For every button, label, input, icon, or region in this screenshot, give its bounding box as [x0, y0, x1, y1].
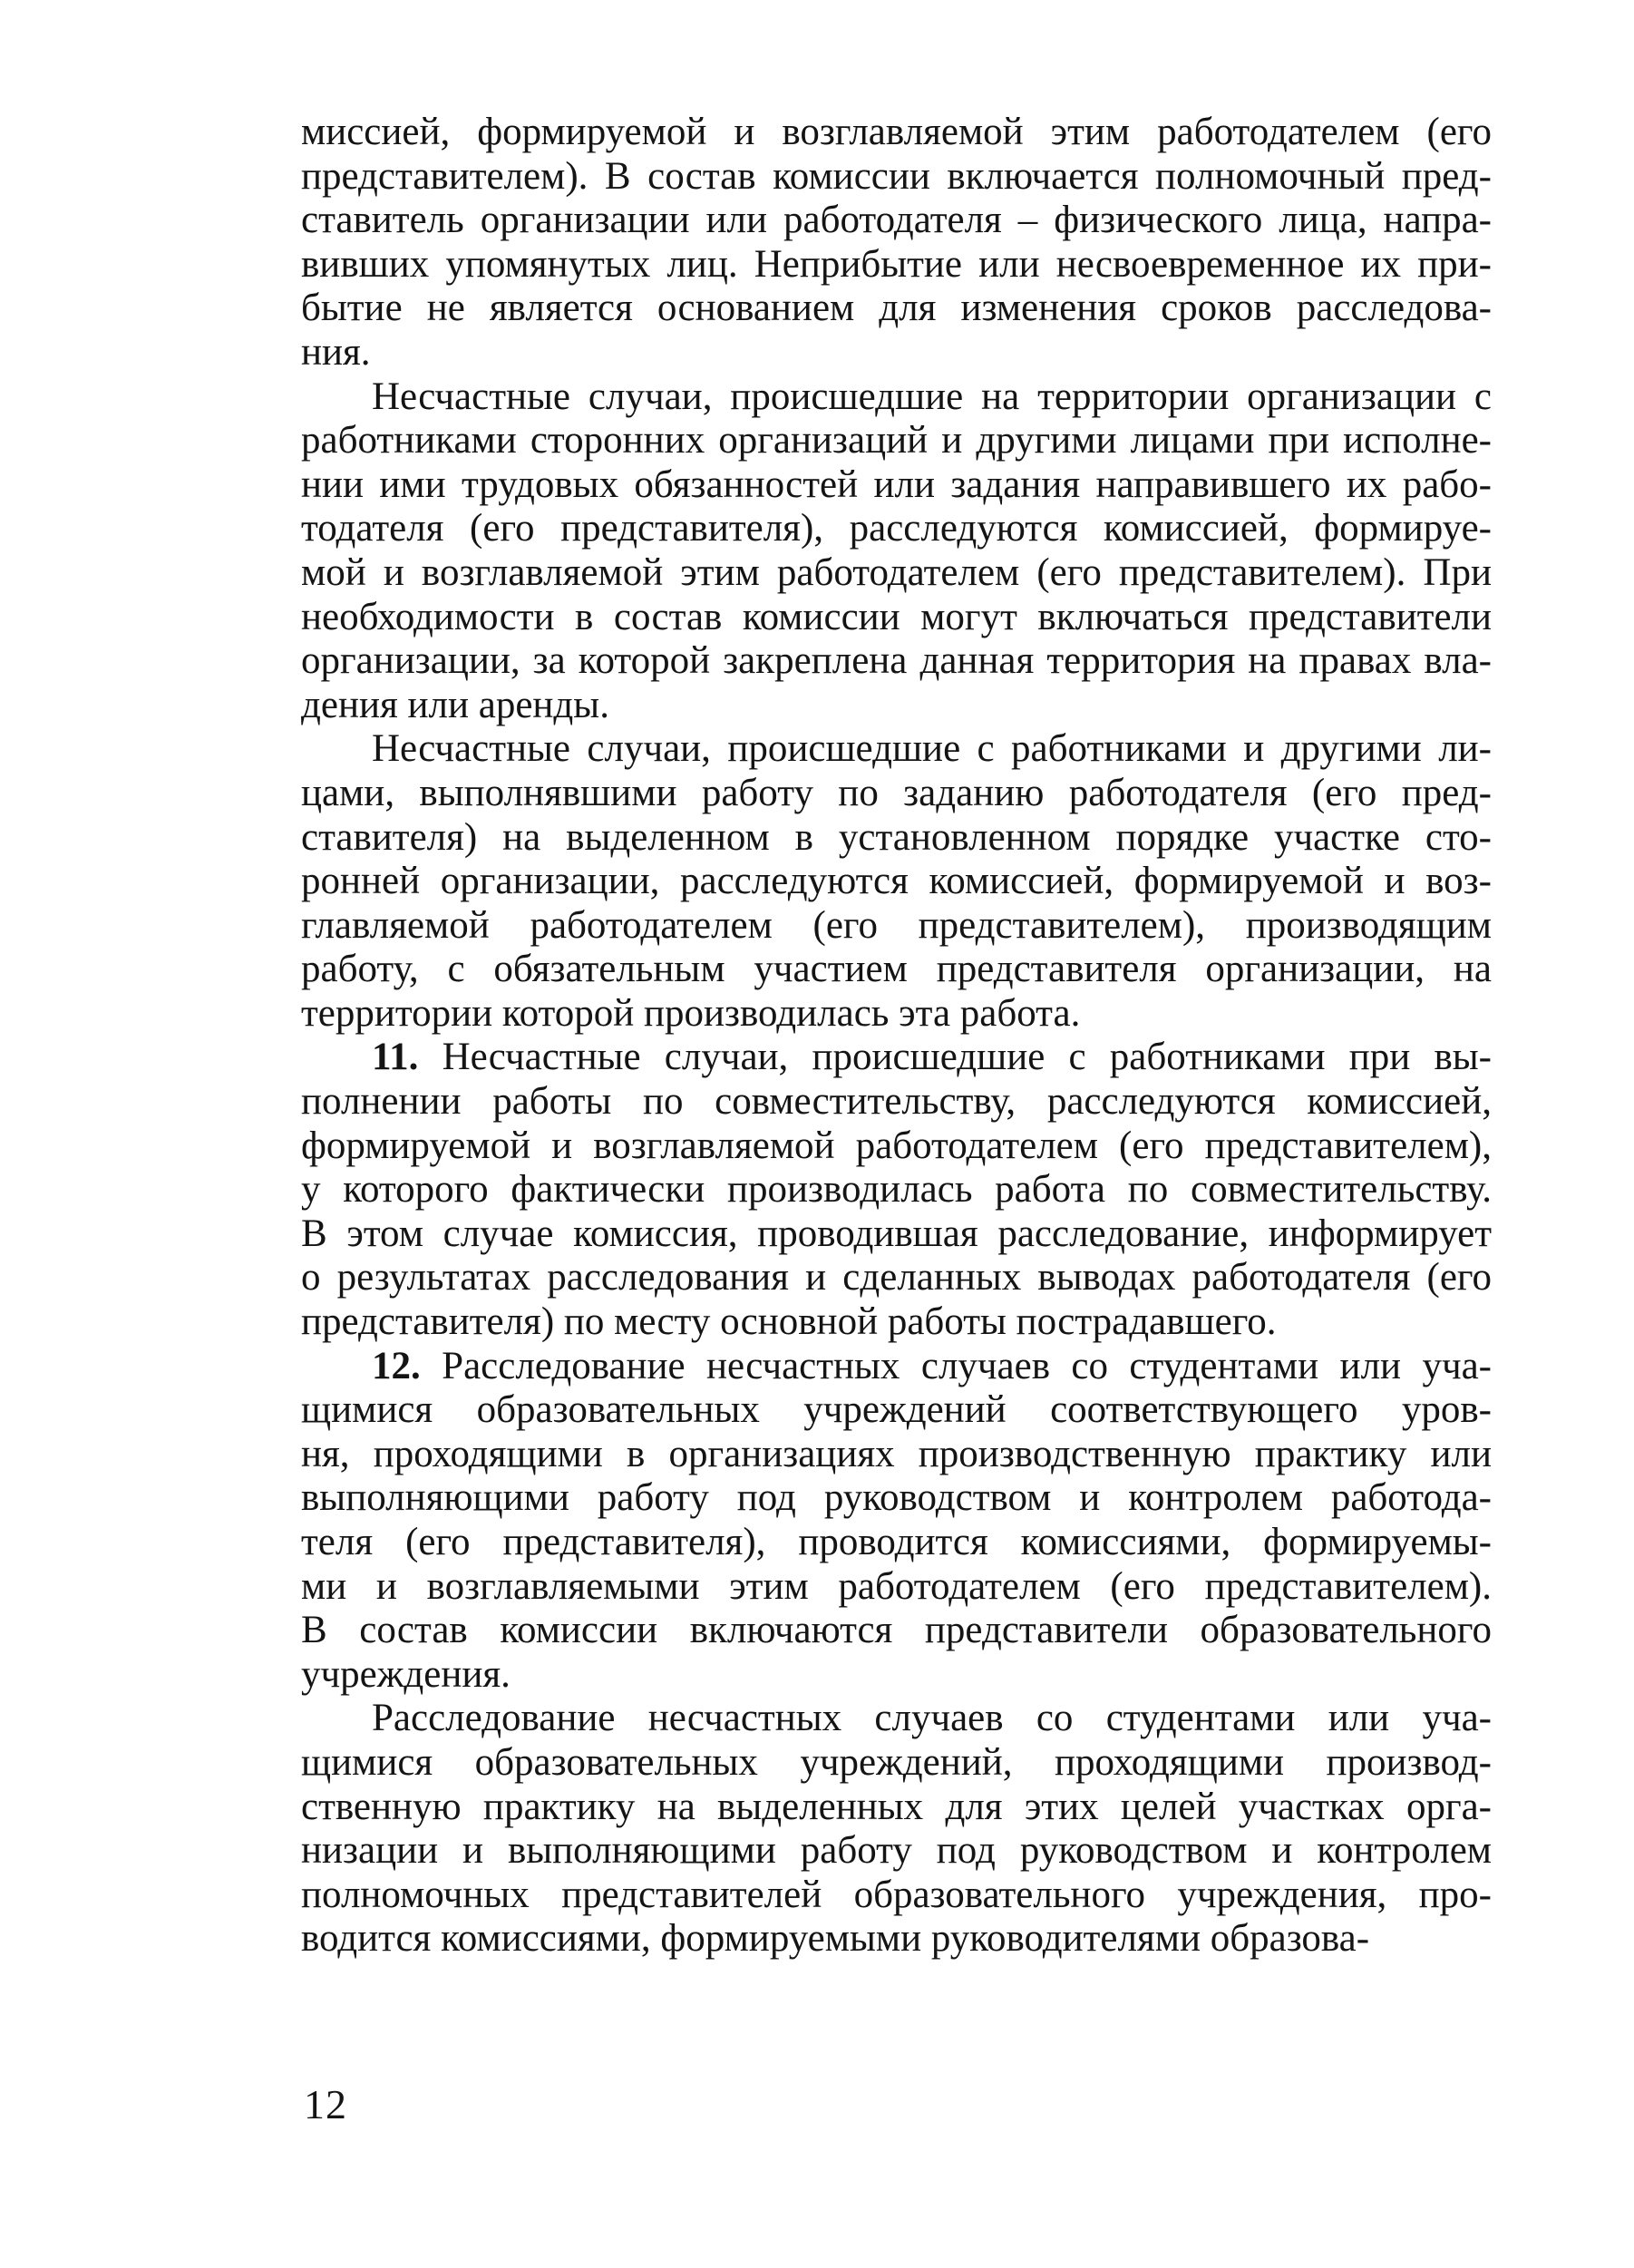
line-text: теля (его представителя), проводится комиссиями, формируемы- [301, 1521, 1492, 1563]
line-text: Несчастные случаи, происшедшие с работниками при вы- [418, 1036, 1492, 1079]
paragraph-line [301, 1476, 1492, 1521]
paragraph-line [301, 948, 1492, 992]
line-text: полнении работы по совместительству, расследуются комиссией, [301, 1080, 1492, 1124]
line-text: дения или аренды. [301, 683, 609, 726]
paragraph-line [301, 1212, 1492, 1257]
paragraph-line [301, 1829, 1492, 1874]
paragraph-line [301, 111, 1492, 155]
paragraph-line [301, 1256, 1492, 1300]
paragraph-line [301, 1697, 1492, 1741]
line-text: вивших упомянутых лиц. Неприбытие или несвоевременное их при- [301, 242, 1492, 286]
paragraph-line [301, 155, 1492, 200]
line-text: полномочных представителей образовательного учреждения, про- [301, 1873, 1492, 1916]
line-text: ронней организации, расследуются комиссией, формируемой и воз- [301, 860, 1492, 903]
line-text: нии ими трудовых обязанностей или задания направившего их рабо- [301, 462, 1492, 506]
line-text: выполняющими работу под руководством и контролем работода- [301, 1476, 1492, 1520]
paragraph-line [301, 1741, 1492, 1786]
line-text: миссией, формируемой и возглавляемой этим работодателем (его [301, 111, 1492, 153]
line-text: главляемой работодателем (его представителем), производящим [301, 903, 1492, 947]
line-text: необходимости в состав комиссии могут включаться представители [301, 595, 1492, 638]
paragraph-line [301, 507, 1492, 551]
line-text: формируемой и возглавляемой работодателем (его представителем), [301, 1124, 1492, 1167]
line-text: о результатах расследования и сделанных выводах работодателя (его [301, 1256, 1492, 1299]
paragraph-line [301, 1609, 1492, 1653]
line-text: цами, выполнявшими работу по заданию работодателя (его пред- [301, 771, 1492, 814]
paragraph-line [301, 1124, 1492, 1169]
line-text: бытие не является основанием для изменения сроков расследова- [301, 287, 1492, 330]
paragraph-line [301, 639, 1492, 684]
paragraph-line [301, 243, 1492, 287]
line-text: представителя) по месту основной работы пострадавшего. [301, 1300, 1277, 1344]
paragraph-line [301, 463, 1492, 508]
paragraph-line [301, 992, 1492, 1037]
body-text [301, 111, 1492, 1961]
paragraph-line [301, 860, 1492, 904]
clause-number: 12. [372, 1344, 421, 1387]
paragraph-line [301, 375, 1492, 420]
clause-number: 11. [372, 1036, 419, 1079]
line-text: щимися образовательных учреждений соответствующего уров- [301, 1388, 1492, 1432]
line-text: представителем). В состав комиссии включается полномочный пред- [301, 154, 1492, 198]
line-text: ственную практику на выделенных для этих целей участках орга- [301, 1785, 1492, 1828]
paragraph-line [301, 1168, 1492, 1212]
line-text: Расследование несчастных случаев со студентами или уча- [420, 1344, 1492, 1387]
paragraph-line [301, 727, 1492, 772]
line-text: ния. [301, 330, 371, 374]
paragraph-line [301, 287, 1492, 331]
paragraph-line [301, 199, 1492, 243]
paragraph-line [301, 551, 1492, 596]
paragraph-line [301, 1036, 1492, 1080]
line-text: В состав комиссии включаются представители образовательного [301, 1609, 1492, 1652]
line-text: ня, проходящими в организациях производственную практику или [301, 1432, 1492, 1475]
line-text: учреждения. [301, 1652, 511, 1696]
line-text: организации, за которой закреплена данная территория на правах вла- [301, 639, 1492, 683]
paragraph-line [301, 331, 1492, 375]
paragraph-line [301, 1565, 1492, 1610]
line-text: мой и возглавляемой этим работодателем (его представителем). При [301, 550, 1492, 594]
line-text: у которого фактически производилась работа по совместительству. [301, 1168, 1492, 1212]
paragraph-line [301, 1388, 1492, 1433]
paragraph-line [301, 419, 1492, 463]
line-text: территории которой производилась эта работа. [301, 991, 1081, 1035]
line-text: В этом случае комиссия, проводившая расследование, информирует [301, 1212, 1492, 1255]
line-text: Расследование несчастных случаев со студентами или уча- [372, 1697, 1492, 1740]
page-number: 12 [304, 2081, 347, 2127]
paragraph-line [301, 1433, 1492, 1477]
line-text: низации и выполняющими работу под руководством и контролем [301, 1829, 1492, 1873]
paragraph-line [301, 1080, 1492, 1124]
line-text: ставитель организации или работодателя – физического лица, напра- [301, 199, 1492, 242]
paragraph-line [301, 1786, 1492, 1830]
line-text: Несчастные случаи, происшедшие на территории организации с [372, 375, 1492, 418]
paragraph-line [301, 684, 1492, 728]
line-text: щимися образовательных учреждений, проходящими производ- [301, 1740, 1492, 1784]
line-text: Несчастные случаи, происшедшие с работниками и другими ли- [372, 727, 1492, 771]
paragraph-line [301, 1300, 1492, 1345]
paragraph-line [301, 772, 1492, 816]
paragraph-line [301, 1917, 1492, 1961]
line-text: тодателя (его представителя), расследуются комиссией, формируе- [301, 507, 1492, 550]
line-text: работу, с обязательным участием представителя организации, на [301, 948, 1492, 991]
line-text: работниками сторонних организаций и другими лицами при исполне- [301, 419, 1492, 462]
paragraph-line [301, 1521, 1492, 1565]
line-text: ми и возглавляемыми этим работодателем (его представителем). [301, 1564, 1492, 1608]
paragraph-line [301, 816, 1492, 861]
line-text: водится комиссиями, формируемыми руководителями образова- [301, 1917, 1370, 1961]
paragraph-line [301, 1653, 1492, 1698]
line-text: ставителя) на выделенном в установленном порядке участке сто- [301, 815, 1492, 859]
paragraph-line [301, 904, 1492, 949]
paragraph-line [301, 596, 1492, 640]
paragraph-line [301, 1345, 1492, 1389]
paragraph-line [301, 1874, 1492, 1918]
